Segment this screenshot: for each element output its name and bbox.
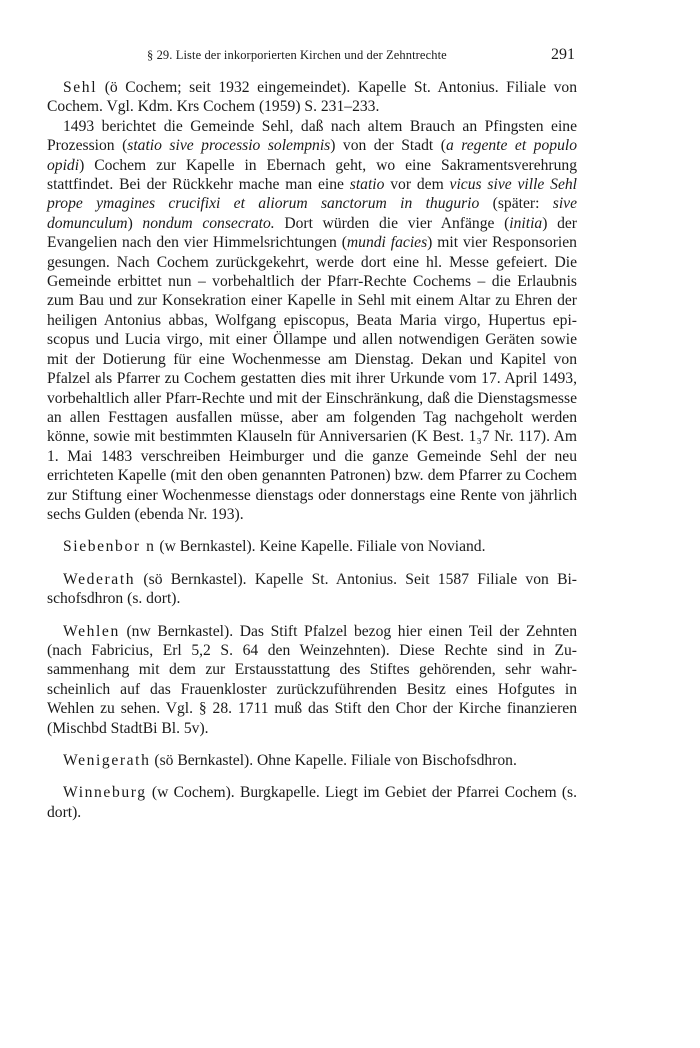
entry-sehl-paragraph-2 [47,117,577,525]
text-segment: (später: [479,195,553,213]
entry-wenigerath [47,751,577,770]
entry-text-wederath: (sö Bernkastel). Kapelle St. Antonius. Seit 1587 Filiale von Bischofsdhron (s. dort). [47,570,577,608]
text-segment: Dort würden die vier Anfänge ( [274,214,510,232]
text-segment: ) [127,214,143,232]
latin-quote: nondum consecrato. [142,214,275,232]
entry-wehlen [47,622,577,738]
text-segment: ) Cochem zur Kapelle in Ebernach geht, wo eine Sakramentsverehrung stattfindet. Bei der Rückkehr mache man eine [47,156,577,194]
entry-siebenborn [47,537,577,556]
text-segment: 1493 berichtet die Gemeinde Sehl, daß nach altem Brauch an Pfingsten eine Prozession ( [47,117,577,155]
body-text [47,78,577,822]
latin-quote: vicus sive ville Sehl prope ymagines crucifixi et aliorum sanctorum in thugurio [47,176,577,213]
latin-quote: sive domunculum [47,195,577,232]
entry-text-winneburg: (w Cochem). Burgkapelle. Liegt im Gebiet der Pfarrei Cochem (s. dort). [47,784,577,821]
entry-text-wehlen: (nw Bernkastel). Das Stift Pfalzel bezog hier einen Teil der Zehnten (nach Fabricius, Erl 5,2 S. 64 den Weinzehnten). Diese Rechte sind in Zusammenhang mit dem zur Erstausstattung des Stiftes gehörenden, sehr wahrscheinlich auf das Frauenkloster zurückzuführenden Besitz eines Hofgutes in Wehlen zu sehen. Vgl. § 28. 1711 muß das Stift den Chor der Kirche finanzieren (Mischbd StadtBi Bl. 5v). [47,622,577,737]
place-name-wederath: Wederath [63,570,136,588]
place-name-siebenborn: Siebenbor n [63,538,156,556]
text-segment: ) der Evangelien nach den vier Himmelsrichtungen ( [47,214,577,252]
latin-quote: mundi facies [346,234,428,252]
latin-quote: statio sive processio solempnis [127,137,331,155]
running-head: § 29. Liste der inkorporierten Kirchen und der Zehntrechte [147,48,447,62]
latin-quote: initia [509,214,543,232]
place-name-wenigerath: Wenigerath [63,752,151,769]
text-segment: ) mit vier Responsorien gesungen. Nach Cochem zurückgekehrt, werde dort eine hl. Messe gefeiert. Die Gemeinde erbittet nun – vorbehaltlich der Pfarr-Rechte Cochems – die Erlaubnis zum Bau und zur Konsekration einer Kapelle in Sehl mit einem Altar zu Ehren der heiligen Antonius abbas, Wolfgang episcopus, Beata Maria virgo, Hupertus episcopus und Lucia virgo, mit einer Öllampe und allen notwendigen Geräten sowie mit der Dotierung für eine Wochenmesse am Dienstag. Dekan und Kapitel von Pfalzel als Pfarrer zu Cochem gestatten dies mit ihrer Urkunde vom 17. April 1493, vorbehaltlich aller Pfarr-Rechte und mit der Einschränkung, daß die Dienstagsmesse an allen Festtagen ausfallen müsse, aber am folgenden Tag nachgeholt werden könne, sowie mit bestimmten Klauseln für Anniversarien (K Best. 1₃7 Nr. 117). Am 1. Mai 1483 verschreiben Heimburger und die ganze Gemeinde Sehl der neu errichteten Kapelle (mit den oben genannten Patronen) bzw. dem Pfarrer zu Cochem zur Stiftung einer Wochenmesse dienstags oder donnerstags eine Rente von jährlich sechs Gulden (ebenda Nr. 193). [47,234,577,523]
latin-quote: a regente et populo opidi [47,137,578,174]
page-header [0,47,700,67]
place-name-wehlen: Wehlen [63,622,120,640]
page-number: 291 [551,46,575,63]
entry-text-sehl: (ö Cochem; seit 1932 eingemeindet). Kapelle St. Antonius. Filiale von Cochem. Vgl. Kdm. Krs Cochem (1959) S. 231–233. [47,79,577,116]
entry-text-wenigerath: (sö Bernkastel). Ohne Kapelle. Filiale von Bischofsdhron. [150,752,517,769]
text-segment: ) von der Stadt ( [330,137,446,155]
entry-wederath [47,570,577,609]
latin-quote: statio [349,176,385,194]
place-name-winneburg: Winneburg [63,784,147,802]
entry-text-siebenborn: (w Bernkastel). Keine Kapelle. Filiale von Noviand. [155,538,486,556]
text-segment: vor dem [384,176,450,194]
place-name-sehl: Sehl [63,79,98,96]
entry-sehl [47,78,577,117]
entry-winneburg [47,783,577,822]
